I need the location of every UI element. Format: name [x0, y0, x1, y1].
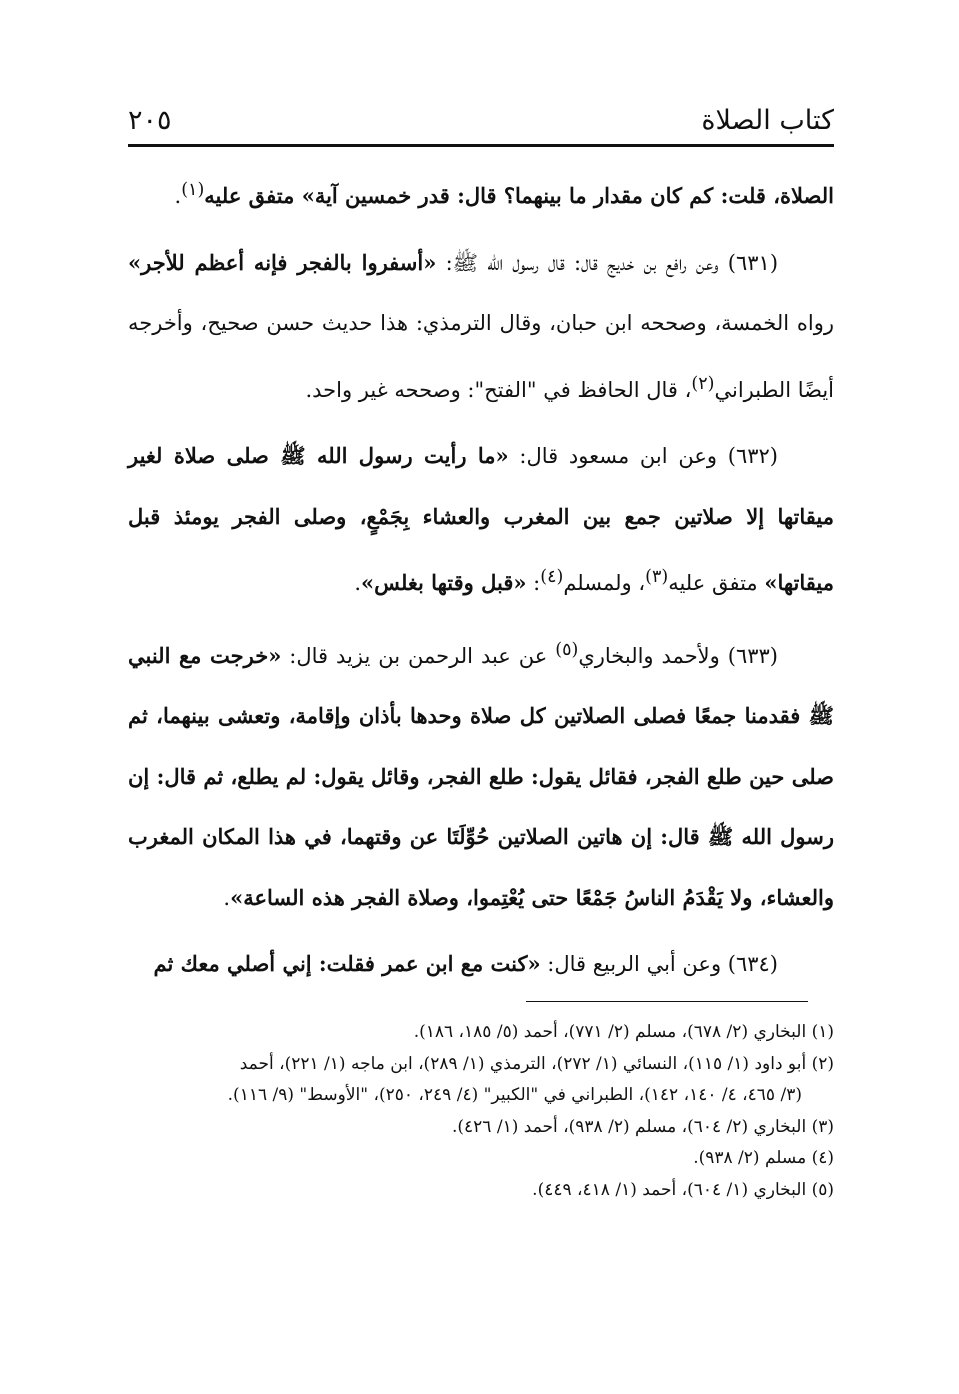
hadith-631: (٦٣١) وعن رافع بن خديج قال: قال رسول الله ﷺ: «أسفروا بالفجر فإنه أعظم للأجر» رواه الخمسة، وصححه ابن حبان، وقال الترمذي: هذا حديث حسن صحيح، وأخرجه أيضًا الطبراني$^{(٢)}$، قال الحافظ في "الفتح": وصححه غير واحد.: [128, 249, 834, 402]
footnote-2-continuation: (٣/ ٤٦٥، ٤/ ١٤٠، ١٤٢)، الطبراني في "الكبير" (٤/ ٢٤٩، ٢٥٠)، "الأوسط" (٩/ ١١٦).: [227, 1085, 802, 1105]
footnote-5: (٥) البخاري (١/ ٦٠٤)، أحمد (١/ ٤١٨، ٤٤٩).: [532, 1179, 834, 1200]
footnote-ref-4: (٤): [540, 567, 564, 587]
chapter-title: كتاب الصلاة: [701, 105, 834, 136]
hadith-quote: «كنت مع ابن عمر فقلت: إني أصلي معك ثم: [153, 951, 541, 976]
hadith-quote: «خرجت مع النبي ﷺ فقدمنا جمعًا فصلى الصلاتين كل صلاة وحدها بأذان وإقامة، وتعشى بينهما، ثم صلى حين طلع الفجر، فقائل يقول: طلع الفجر، وقائل يقول: لم يطلع، ثم قال: إن رسول الله ﷺ قال: إن هاتين الصلاتين حُوِّلَتَا عن وقتهما، في هذا المكان المغرب والعشاء، ولا يَقْدَمُ الناسُ جَمْعًا حتى يُعْتِموا، وصلاة الفجر هذه الساعة»: [128, 642, 834, 910]
footnote-2: (٢) أبو داود (١/ ١١٥)، النسائي (١/ ٢٧٢)، الترمذي (١/ ٢٨٩)، ابن ماجه (١/ ٢٢١)، أحمد: [239, 1053, 834, 1074]
footnote-ref-2: (٢): [691, 373, 715, 394]
hadith-633: (٦٣٣) ولأحمد والبخاري$^{(٥)}$ عن عبد الرحمن بن يزيد قال: «خرجت مع النبي ﷺ فقدمنا جمعًا فصلى الصلاتين كل صلاة وحدها بأذان وإقامة، وتعشى بينهما، ثم صلى حين طلع الفجر، فقائل يقول: طلع الفجر، وقائل يقول: لم يطلع، ثم قال: إن رسول الله ﷺ قال: إن هاتين الصلاتين حُوِّلَتَا عن وقتهما، في هذا المكان المغرب والعشاء، ولا يَقْدَمُ الناسُ جَمْعًا حتى يُعْتِموا، وصلاة الفجر هذه الساعة».: [128, 639, 834, 910]
hadith-quote: «قبل وقتها بغلس»: [361, 570, 527, 595]
hadith-quote: «ما رأيت رسول الله ﷺ صلى صلاة لغير ميقاتها إلا صلاتين جمع بين المغرب والعشاء بِجَمْعٍ، وصلى الفجر يومئذ قبل ميقاتها»: [128, 443, 834, 595]
paragraph-continuation: الصلاة، قلت: كم كان مقدار ما بينهما؟ قال: قدر خمسين آية» متفق عليه$^{(١)}$.: [174, 180, 834, 208]
hadith-quote: «أسفروا بالفجر فإنه أعظم للأجر»: [128, 249, 437, 275]
footnote-ref-1: (١): [181, 180, 205, 200]
footnote-3: (٣) البخاري (٢/ ٦٠٤)، مسلم (٢/ ٩٣٨)، أحمد (١/ ٤٢٦).: [452, 1116, 834, 1137]
page-number: ٢٠٥: [128, 105, 172, 136]
footnote-ref-5: (٥): [555, 639, 579, 660]
main-text: [128, 160, 834, 995]
footnote-4: (٤) مسلم (٢/ ٩٣٨).: [693, 1148, 834, 1168]
footnote-ref-3: (٣): [645, 567, 669, 587]
footnote-1: (١) البخاري (٢/ ٦٧٨)، مسلم (٢/ ٧٧١)، أحمد (٥/ ١٨٥، ١٨٦).: [413, 1022, 834, 1042]
footnotes: [128, 1017, 834, 1206]
footnote-separator: [526, 1001, 808, 1002]
hadith-632: (٦٣٢) وعن ابن مسعود قال: «ما رأيت رسول الله ﷺ صلى صلاة لغير ميقاتها إلا صلاتين جمع بين المغرب والعشاء بِجَمْعٍ، وصلى الفجر يومئذ قبل ميقاتها» متفق عليه$^{(٣)}$، ولمسلم$^{(٤)}$: «قبل وقتها بغلس».: [128, 443, 834, 595]
page-header: [128, 92, 834, 147]
hadith-634: (٦٣٤) وعن أبي الربيع قال: «كنت مع ابن عمر فقلت: إني أصلي معك ثم: [153, 951, 778, 976]
